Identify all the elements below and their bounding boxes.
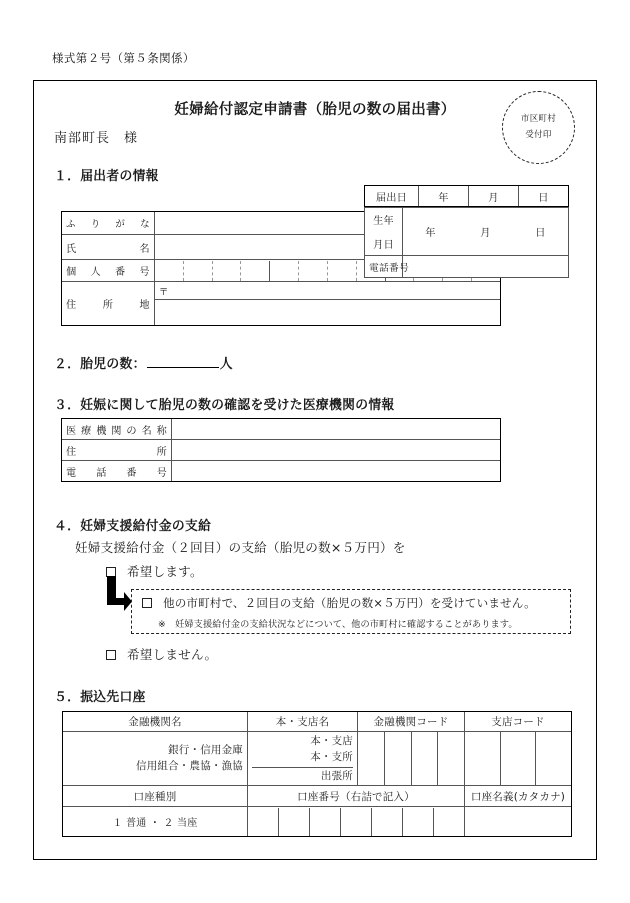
bank-code-cell-2[interactable]	[385, 732, 412, 785]
stamp-line-2: 受付印	[525, 129, 552, 140]
sub-check-label: 他の市町村で、２回目の支給（胎児の数×５万円）を受けていません。	[163, 596, 536, 610]
my-number-cell-7[interactable]	[328, 261, 357, 281]
receipt-stamp-circle	[502, 91, 575, 164]
bank-account-table	[62, 711, 572, 837]
branch-code-cell-1[interactable]	[465, 732, 501, 785]
branch-code-cell-2[interactable]	[501, 732, 537, 785]
birth-year-unit: 年	[425, 228, 436, 239]
my-number-cell-3[interactable]	[213, 261, 242, 281]
medical-address-input[interactable]	[172, 440, 501, 461]
table-row	[62, 419, 501, 440]
account-number-cell-3[interactable]	[310, 808, 341, 836]
branch-name-input[interactable]	[248, 732, 358, 786]
birth-date-input[interactable]	[403, 208, 569, 256]
bank-code-cell-3[interactable]	[412, 732, 439, 785]
account-number-cell-6[interactable]	[403, 808, 434, 836]
account-number-cell-5[interactable]	[372, 808, 403, 836]
sub-condition-box	[131, 589, 571, 634]
bank-type-sub-1: 銀行・信用金庫	[168, 743, 243, 756]
option-yes-label: 希望します。	[127, 564, 203, 579]
form-sheet	[33, 80, 597, 860]
my-number-cell-5[interactable]	[270, 261, 299, 281]
bank-code-cells-container	[358, 732, 465, 786]
notify-day-cell[interactable]: 日	[519, 186, 569, 207]
my-number-cell-2[interactable]	[184, 261, 213, 281]
table-row	[62, 440, 501, 461]
bank-name-input[interactable]	[63, 732, 248, 786]
account-number-cell-7[interactable]	[434, 808, 464, 836]
bank-code-cell-1[interactable]	[358, 732, 385, 785]
table-row	[63, 807, 572, 837]
page-title: 妊婦給付認定申請書（胎児の数の届出書）	[174, 102, 456, 118]
branch-sub-3: 出張所	[320, 769, 353, 782]
section-1-heading: １．届出者の情報	[54, 169, 159, 184]
fetus-count-input[interactable]	[147, 356, 219, 368]
bank-type-sub-2: 信用組合・農協・漁協	[136, 759, 243, 772]
section-4-heading: ４．妊婦支援給付金の支給	[54, 519, 212, 534]
form-code-label: 様式第２号（第５条関係）	[52, 51, 195, 65]
postal-code-field[interactable]: 〒	[154, 282, 500, 300]
stamp-line-1: 市区町村	[520, 113, 557, 124]
address-label: 住 所 地	[62, 282, 155, 326]
sub-check-row[interactable]	[142, 595, 562, 611]
phone-label: 電話番号	[365, 256, 403, 278]
birth-date-label-line2: 月日	[365, 232, 403, 256]
checkbox-not-received-elsewhere[interactable]	[142, 598, 152, 608]
account-type-header: 口座種別	[63, 786, 248, 807]
section-5-heading: ５．振込先口座	[54, 690, 146, 705]
medical-phone-input[interactable]	[172, 461, 501, 482]
table-row	[62, 461, 501, 482]
bank-name-header: 金融機関名	[63, 712, 248, 732]
table-row	[63, 712, 572, 732]
notify-year-cell[interactable]: 年	[419, 186, 469, 207]
branch-code-header: 支店コード	[465, 712, 572, 732]
account-number-cell-1[interactable]	[248, 808, 279, 836]
name-label: 氏 名	[62, 235, 155, 260]
account-number-cell-4[interactable]	[341, 808, 372, 836]
section-2-label: ２．胎児の数：	[54, 357, 146, 372]
birth-day-unit: 日	[535, 228, 546, 239]
notify-date-table	[364, 185, 569, 207]
account-holder-header: 口座名義(カタカナ)	[465, 786, 572, 807]
account-number-cell-2[interactable]	[279, 808, 310, 836]
notify-date-label: 届出日	[365, 186, 419, 207]
branch-sub-2: 本・支所	[252, 749, 353, 767]
arrow-down-right-icon	[102, 576, 132, 612]
section-2-heading	[54, 353, 233, 372]
medical-name-label: 医療機関の名称	[62, 419, 172, 440]
table-row	[365, 256, 569, 278]
branch-name-header: 本・支店名	[248, 712, 358, 732]
table-row	[62, 282, 501, 300]
account-number-header: 口座番号（右詰で記入）	[248, 786, 465, 807]
bank-code-cell-4[interactable]	[438, 732, 464, 785]
addressee-label: 南部町長 様	[54, 131, 139, 146]
table-row	[63, 732, 572, 786]
checkbox-request-no[interactable]	[106, 650, 116, 660]
my-number-label: 個人番号	[62, 260, 155, 282]
address-input[interactable]	[154, 300, 500, 326]
medical-institution-table	[61, 418, 501, 482]
section-2-unit: 人	[219, 357, 233, 372]
branch-sub-1: 本・支店	[310, 735, 353, 748]
sub-note-text: ※ 妊婦支援給付金の支給状況などについて、他の市町村に確認することがあります。	[158, 619, 518, 630]
option-no-row[interactable]	[106, 644, 217, 663]
account-type-value[interactable]: １ 普通 ・ ２ 当座	[63, 807, 248, 837]
birth-phone-table	[364, 207, 569, 278]
birth-date-label-line1: 生年	[365, 208, 403, 232]
table-row	[63, 786, 572, 807]
phone-input[interactable]	[403, 256, 569, 278]
medical-phone-label: 電 話 番 号	[62, 461, 172, 482]
branch-code-cell-3[interactable]	[536, 732, 571, 785]
furigana-label: ふりがな	[62, 212, 155, 235]
my-number-cell-1[interactable]	[155, 261, 184, 281]
table-row	[365, 208, 569, 232]
bank-code-header: 金融機関コード	[358, 712, 465, 732]
account-number-cells-container	[248, 807, 465, 837]
notify-month-cell[interactable]: 月	[469, 186, 519, 207]
birth-month-unit: 月	[480, 228, 491, 239]
account-holder-input[interactable]	[465, 807, 572, 837]
section-4-lead-text: 妊婦支援給付金（２回目）の支給（胎児の数×５万円）を	[75, 540, 406, 555]
medical-name-input[interactable]	[172, 419, 501, 440]
section-3-heading: ３．妊娠に関して胎児の数の確認を受けた医療機関の情報	[54, 398, 395, 413]
branch-code-cells-container	[465, 732, 572, 786]
medical-address-label: 住 所	[62, 440, 172, 461]
my-number-cell-6[interactable]	[299, 261, 328, 281]
option-no-label: 希望しません。	[127, 647, 218, 662]
my-number-cell-4[interactable]	[241, 261, 270, 281]
